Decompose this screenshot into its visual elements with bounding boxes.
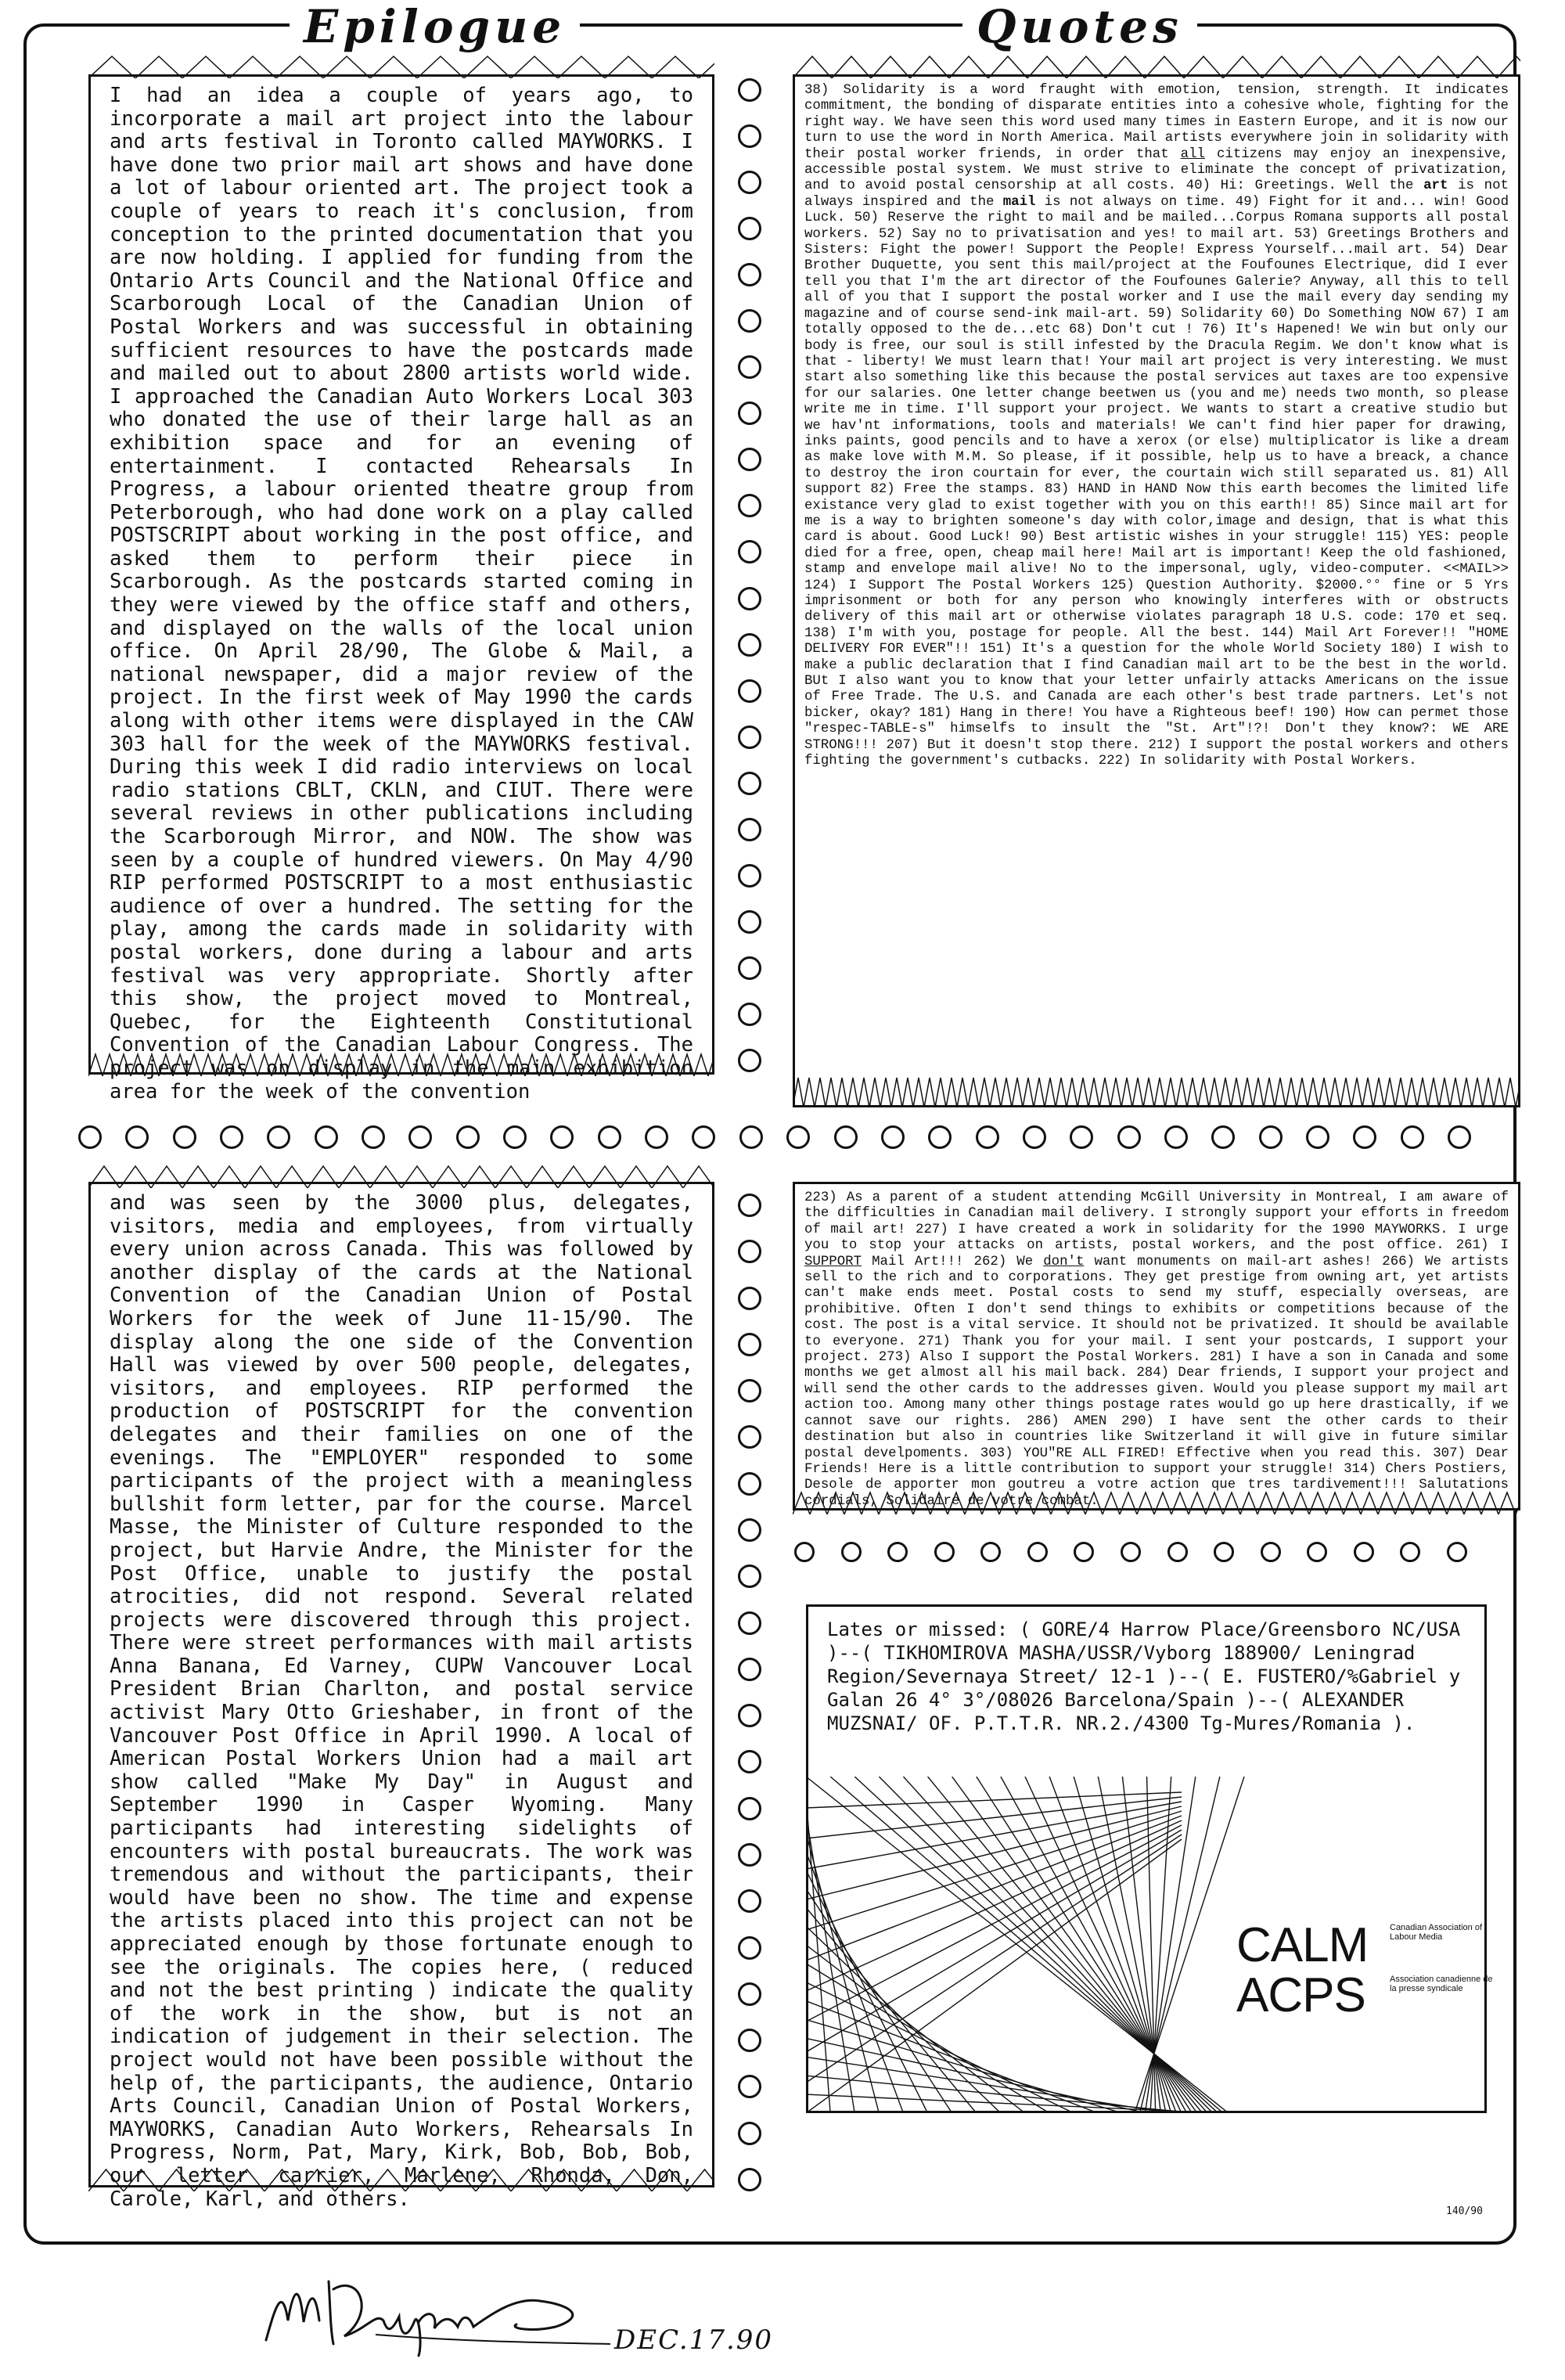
perforation-hole	[738, 1936, 761, 1960]
quote-emphasis-dont: don't	[1043, 1254, 1085, 1269]
signature-date: DEC.17.90	[614, 2324, 774, 2356]
perforation-hole	[738, 1287, 761, 1310]
perforation-hole	[1353, 1125, 1376, 1149]
perforation-row-right	[794, 1542, 1467, 1562]
perforation-hole	[1261, 1542, 1281, 1562]
quotes-panel-bottom	[793, 1182, 1520, 1510]
perforation-hole	[738, 263, 761, 286]
logo-english-name: Canadian Association of Labour Media	[1390, 1923, 1483, 1942]
perforation-hole	[738, 78, 761, 102]
logo-calm: CALM	[1236, 1918, 1369, 1972]
quote-text: is not always on time. 49) Fight for it and... win! Good Luck. 50) Reserve the right to mail and be mailed...Corpus Romana supports all postal workers. 52) Say no to privatisation and yes! to mail art. 53) Greetings Brothers and Sisters: Fight the power! Support the People! Express Yourself...mail art. 54) Dear Brother Duquette, you sent this mail/project at the Foufounes Electrique, did I ever tell you that I'm the art director of the Foufounes Galerie? Anyway, all this to tell all of you that I support the postal worker and I use the mail every day sending my magazine and of course send-ink mail-art. 59) Solidarity 60) Do Something NOW 67) I am totally opposed to the de...etc 68) Don't cut ! 76) It's Hapened! We win but only our body is free, our soul is still infested by the Dracula Regim. We don't know what is that - liberty! We must learn that! Your mail art project is very interesting. We must start also something like this because the postal services aut taxes are too expensive for our salaries. One letter change beetwen us (you and me) needs two month, so please write me in time. I'll support your project. We wants to start a creative studio but we hav'nt informations, tools and materials! We can't find hier paper for drawing, inks paints, good pencils and to have a xerox (or else) multiplicator is like a dream as make love with M.M. So please, if it possible, help us to have a breack, a chance to destroy the iron courtain for ever, the courtain wich still separated us. 81) All support 82) Free the stamps. 83) HAND in HAND Now this earth becomes the limited life existance very glad to exist together with you on this earth!! 85) Since mail art for me is a way to brighten someone's day with color,image and design, that is what this card is about. Good Luck! 90) Best artistic wishes in your struggle! 115) YES: people died for a free, open, cheap mail here! Mail art is important! Keep the old fashioned, stamp and envelope mail alive! No to the impersonal, ugly, video-computer. <<MAIL>> 124) I Support The Postal Workers 125) Question Authority. $2000.°° fine or 5 Yrs imprisonment or both for any person who knowingly interferes with or obstructs delivery of this mail art or otherwise violates paragraph 18 U.S. code: 170 et seq. 138) I'm with you, postage for people. All the best. 144) Mail Art Forever!! "HOME DELIVERY FOR EVER"!! 151) It's a question for the whole World Society 180) I wish to make a public declaration that I find Canadian mail art to be the best in the world. BUt I also want you to know that your letter unfairly attacks Americans on the issue of Free Trade. The U.S. and Canada are each other's best trade partners. Let's not bicker, okay? 181) Hang in there! You have a Righteous beef! 190) How can permet those "respec-TABLE-s" himselfs to insult the "St. Art"!?! Don't they know?: WE ARE STRONG!!! 207) But it doesn't stop there. 212) I support the postal workers and others fighting the government's cutbacks. 222) In solidarity with Postal Workers.	[804, 194, 1509, 769]
string-art-line	[806, 1820, 1182, 1991]
quote-text: want monuments on mail-art ashes! 266) We artists sell to the rich and to corporations. They get prestige from owning art, yet artists can't make ends meet. Postal costs to send my stuff, especially overseas, are prohibitive. Often I don't send things to exhibits or competitions because of the cost. The post is a vital service. It should not be privatized. It should be available to everyone. 271) Thank you for your mail. I sent your postcards, I support your project. 273) Also I support the Postal Workers. 281) I have a son in Canada and some months we get almost all his mail back. 284) Dear friends, I support your project and will send the other cards to the addresses given. Would you please support my mail art action too. Among many other things postage rates would go up here drastically, if we cannot save our rights. 286) AMEN 290) I have sent the other cards to their destination but also in countries like Switzerland it will give in future similar postal develpoments. 303) YOU"RE ALL FIRED! Effective when you read this. 307) Dear Friends! Here is a little contribution to support your struggle! 314) Chers Postiers, Desole de apporter mon goutreu a votre action que tres tardivement!!! Salutations cordials, Solidaire de votre combat.	[804, 1254, 1509, 1509]
perforation-hole	[1259, 1125, 1283, 1149]
string-art-line	[806, 2057, 1171, 2113]
perforation-hole	[1400, 1542, 1420, 1562]
perforation-hole	[738, 2122, 761, 2145]
quotes-header: Quotes	[962, 2, 1197, 52]
perforation-hole	[794, 1542, 815, 1562]
string-art-line	[806, 2094, 1220, 2113]
perforation-hole	[598, 1125, 621, 1149]
perforation-hole	[980, 1542, 1001, 1562]
string-art-line	[806, 1816, 1182, 1961]
perforation-hole	[738, 679, 761, 703]
perforation-hole	[550, 1125, 574, 1149]
perforation-hole	[834, 1125, 858, 1149]
perforation-hole	[738, 1472, 761, 1496]
calm-acps-logo	[1236, 1918, 1518, 2027]
string-art-line	[806, 1835, 1182, 2083]
perforation-hole	[738, 2075, 761, 2098]
zigzag-trim-quo-top	[793, 55, 1520, 78]
perforation-hole	[1117, 1125, 1141, 1149]
zigzag-trim-epi-bottom	[88, 1053, 714, 1076]
perforation-hole	[267, 1125, 290, 1149]
logo-french-name: Association canadienne de la presse syndicale	[1390, 1975, 1493, 1993]
perforation-row-middle	[78, 1125, 1471, 1149]
perforation-hole	[1447, 1542, 1467, 1562]
string-art-line	[1001, 1777, 1187, 2113]
perforation-hole	[408, 1125, 432, 1149]
perforation-hole	[78, 1125, 102, 1149]
quotes-panel-top	[793, 74, 1520, 1107]
perforation-hole	[738, 864, 761, 888]
perforation-hole	[738, 1003, 761, 1026]
zigzag-trim-quo2-bottom	[793, 1491, 1520, 1514]
perforation-hole	[934, 1542, 955, 1562]
quote-text: 38) Solidarity is a word fraught with emotion, tension, strength. It indicates commitment, the bonding of disparate entities into a cohesive whole, fighting for the right way. We have seen this word used many times in Eastern Europe, and it is now our turn to use the word in North America. Mail artists everywhere join in solidarity with their postal worker friends, in order that	[804, 83, 1509, 162]
quote-text: is not always inspired and the	[804, 178, 1509, 210]
perforation-hole	[738, 540, 761, 563]
quote-emphasis-mail: mail	[1002, 194, 1036, 210]
perforation-hole	[738, 1425, 761, 1449]
perforation-hole	[738, 726, 761, 749]
perforation-hole	[738, 1658, 761, 1681]
lates-text: Lates or missed: ( GORE/4 Harrow Place/Greensboro NC/USA )--( TIKHOMIROVA MASHA/USSR/Vyborg 188900/ Leningrad Region/Severnaya Street/ 12-1 )--( E. FUSTERO/%Gabriel y Galan 26 4° 3°/08026 Barcelona/Spain )--( ALEXANDER MUZSNAI/ OF. P.T.T.R. NR.2./4300 Tg-Mures/Romania ).	[827, 1618, 1461, 1734]
perforation-hole	[738, 1797, 761, 1820]
perforation-hole	[1070, 1125, 1093, 1149]
perforation-hole	[738, 309, 761, 333]
zigzag-trim-quo-bottom	[793, 1076, 1520, 1107]
perforation-hole	[738, 2029, 761, 2052]
epilogue-header: Epilogue	[290, 2, 580, 52]
perforation-hole	[738, 1704, 761, 1727]
perforation-hole	[1401, 1125, 1424, 1149]
perforation-hole	[503, 1125, 527, 1149]
string-art-line	[1025, 1777, 1182, 2113]
perforation-hole	[1167, 1542, 1188, 1562]
perforation-hole	[738, 818, 761, 841]
zigzag-trim-epi2-bottom	[88, 2168, 714, 2191]
perforation-hole	[738, 401, 761, 425]
quote-text: 223) As a parent of a student attending McGill University in Montreal, I am aware of the difficulties in Canadian mail delivery. I strongly support your efforts in freedom of mail art! 227) I have created a work in solidarity for the 1990 MAYWORKS. I urge you to stop your attacks on artists, postal workers, and the post office. 261) I	[804, 1190, 1509, 1254]
string-art-line	[806, 1806, 1182, 1899]
perforation-hole	[1211, 1125, 1235, 1149]
quotes-text-part1	[804, 83, 1509, 769]
perforation-hole	[315, 1125, 338, 1149]
perforation-hole	[738, 1564, 761, 1588]
perforation-hole	[738, 1379, 761, 1402]
zigzag-trim-epi-top	[88, 55, 714, 78]
string-art-line	[879, 1777, 1213, 2113]
perforation-hole	[738, 1889, 761, 1913]
quote-emphasis-art: art	[1423, 178, 1448, 194]
perforation-hole	[738, 1049, 761, 1072]
perforation-hole	[738, 1843, 761, 1867]
perforation-hole	[738, 1750, 761, 1773]
perforation-hole	[887, 1542, 908, 1562]
quotes-text-part2	[804, 1190, 1509, 1510]
lates-panel	[806, 1604, 1487, 2113]
perforation-hole	[1027, 1542, 1048, 1562]
perforation-hole	[692, 1125, 715, 1149]
perforation-hole	[738, 1518, 761, 1542]
signature-graphic	[258, 2266, 626, 2360]
perforation-hole	[173, 1125, 196, 1149]
string-art-line	[1122, 1777, 1160, 2113]
perforation-hole	[739, 1125, 763, 1149]
perforation-hole	[645, 1125, 668, 1149]
perforation-hole	[1306, 1125, 1329, 1149]
quote-emphasis-all: all	[1180, 146, 1205, 162]
perforation-hole	[738, 1982, 761, 2006]
perforation-hole	[881, 1125, 905, 1149]
string-art-line	[1049, 1777, 1176, 2113]
perforation-hole	[738, 956, 761, 980]
perforation-hole	[738, 1240, 761, 1263]
perforation-hole	[125, 1125, 149, 1149]
epilogue-text-part2: and was seen by the 3000 plus, delegates, visitors, media and employees, from virtually every union across Canada. This was followed by another display of the cards at the National Convention of the Canadian Union of Postal Workers for the week of June 11-15/90. The display along the one side of the Convention Hall was viewed by over 500 people, delegates, visitors, and employees. RIP performed the production of POSTSCRIPT for the convention delegates and their families on one of the evenings. The "EMPLOYER" responded to some participants of the project with a meaningless bullshit form letter, par for the course. Marcel Masse, the Minister of Culture responded to the project, but Harvie Andre, the Minister for the Post Office, unable to justify the postal atrocities, did not respond. Several related projects were discovered through this project. There were street performances with mail artists Anna Banana, Ed Varney, CUPW Vancouver Local President Brian Charlton, and postal service activist Mary Otto Grieshaber, in front of the Vancouver Post Office in April 1990. A local of American Postal Workers Union had a mail art show called "Make My Day" in August and September 1990 in Casper Wyoming. Many participants had interesting sidelights of encounters with postal bureaucrats. The work was tremendous and without the participants, their would have been no show. The time and expense the artists placed into this project can not be appreciated enough by those fortunate enough to see the originals. The copies here, ( reduced and not the best printing ) indicate the quality of the work in the show, but is not an indication of judgement in their selection. The project would not have been possible without the help of, the participants, the audience, Ontario Arts Council, Canadian Union of Postal Workers, MAYWORKS, Canadian Auto Workers, Rehearsals In Progress, Norm, Pat, Mary, Kirk, Bob, Bob, Bob, our letter carrier, Marlene, Rhonda, Don, Carole, Karl, and others.	[110, 1191, 693, 2211]
perforation-hole	[928, 1125, 952, 1149]
perforation-hole	[738, 494, 761, 517]
perforation-hole	[1448, 1125, 1471, 1149]
stamp-number: 140/90	[1446, 2205, 1483, 2217]
perforation-hole	[1121, 1542, 1141, 1562]
perforation-hole	[1023, 1125, 1046, 1149]
string-art-line	[1074, 1777, 1171, 2113]
perforation-hole	[738, 2168, 761, 2191]
epilogue-panel-top	[88, 74, 714, 1104]
perforation-hole	[841, 1542, 862, 1562]
perforation-hole	[738, 587, 761, 610]
quote-emphasis-support: SUPPORT	[804, 1254, 862, 1269]
perforation-column-top	[738, 78, 761, 1072]
epilogue-panel-bottom	[88, 1182, 714, 2211]
perforation-hole	[738, 1333, 761, 1356]
perforation-hole	[738, 355, 761, 379]
perforation-hole	[738, 124, 761, 148]
perforation-hole	[1164, 1125, 1188, 1149]
perforation-column-bottom	[738, 1194, 761, 2191]
perforation-hole	[1354, 1542, 1374, 1562]
epilogue-text-part1: I had an idea a couple of years ago, to incorporate a mail art project into the labour and arts festival in Toronto called MAYWORKS. I have done two prior mail art shows and have done a lot of labour oriented art. The project took a couple of years to reach it's conclusion, from conception to the printed documentation that you are now holding. I applied for funding from the Ontario Arts Council and the National Office and Scarborough Local of the Canadian Union of Postal Workers and was successful in obtaining sufficient resources to have the postcards made and mailed out to about 2800 artists world wide. I approached the Canadian Auto Workers Local 303 who donated the use of their large hall as an exhibition space and for an evening of entertainment. I contacted Rehearsals In Progress, a labour oriented theatre group from Peterborough, who had done work on a play called POSTSCRIPT about working in the post office, and asked them to perform their piece in Scarborough. As the postcards started coming in they were viewed by the office staff and others, and displayed on the walls of the local union office. On April 28/90, The Globe & Mail, a national newspaper, did a major review of the project. In the first week of May 1990 the cards along with other items were displayed in the CAW 303 hall for the week of the MAYWORKS festival. During this week I did radio interviews on local radio stations CBLT, CKLN, and CIUT. There were several reviews in other publications including the Scarborough Mirror, and NOW. The show was seen by a couple of hundred viewers. On May 4/90 RIP performed POSTSCRIPT to a most enthusiastic audience of over a hundred. The setting for the play, among the cards made in solidarity with postal workers, done during a labour and arts festival was very appropriate. Shortly after this show, the project moved to Montreal, Quebec, for the Eighteenth Constitutional Convention of the Canadian Labour Congress. The project was on display in the main exhibition area for the week of the convention	[110, 84, 693, 1104]
perforation-hole	[738, 1611, 761, 1635]
perforation-hole	[738, 910, 761, 934]
quote-text: Mail Art!!! 262) We	[862, 1254, 1044, 1269]
perforation-hole	[1307, 1542, 1327, 1562]
perforation-hole	[786, 1125, 810, 1149]
string-art-line	[903, 1777, 1207, 2113]
perforation-hole	[456, 1125, 480, 1149]
perforation-hole	[220, 1125, 243, 1149]
string-art-line	[806, 1802, 1182, 1869]
perforation-hole	[738, 633, 761, 657]
perforation-hole	[1074, 1542, 1094, 1562]
quote-text: citizens may enjoy an inexpensive, accessible postal system. We must strive to eliminate the concept of privatization, and to avoid postal censorship at all costs. 40) Hi: Greetings. Well the	[804, 146, 1509, 194]
perforation-hole	[976, 1125, 999, 1149]
perforation-hole	[738, 772, 761, 795]
zigzag-trim-epi2-top	[88, 1165, 714, 1188]
perforation-hole	[362, 1125, 385, 1149]
perforation-hole	[738, 217, 761, 240]
perforation-hole	[1214, 1542, 1234, 1562]
perforation-hole	[738, 1194, 761, 1217]
perforation-hole	[738, 448, 761, 471]
string-art-line	[977, 1777, 1193, 2113]
logo-acps: ACPS	[1236, 1968, 1365, 2022]
perforation-hole	[738, 171, 761, 194]
